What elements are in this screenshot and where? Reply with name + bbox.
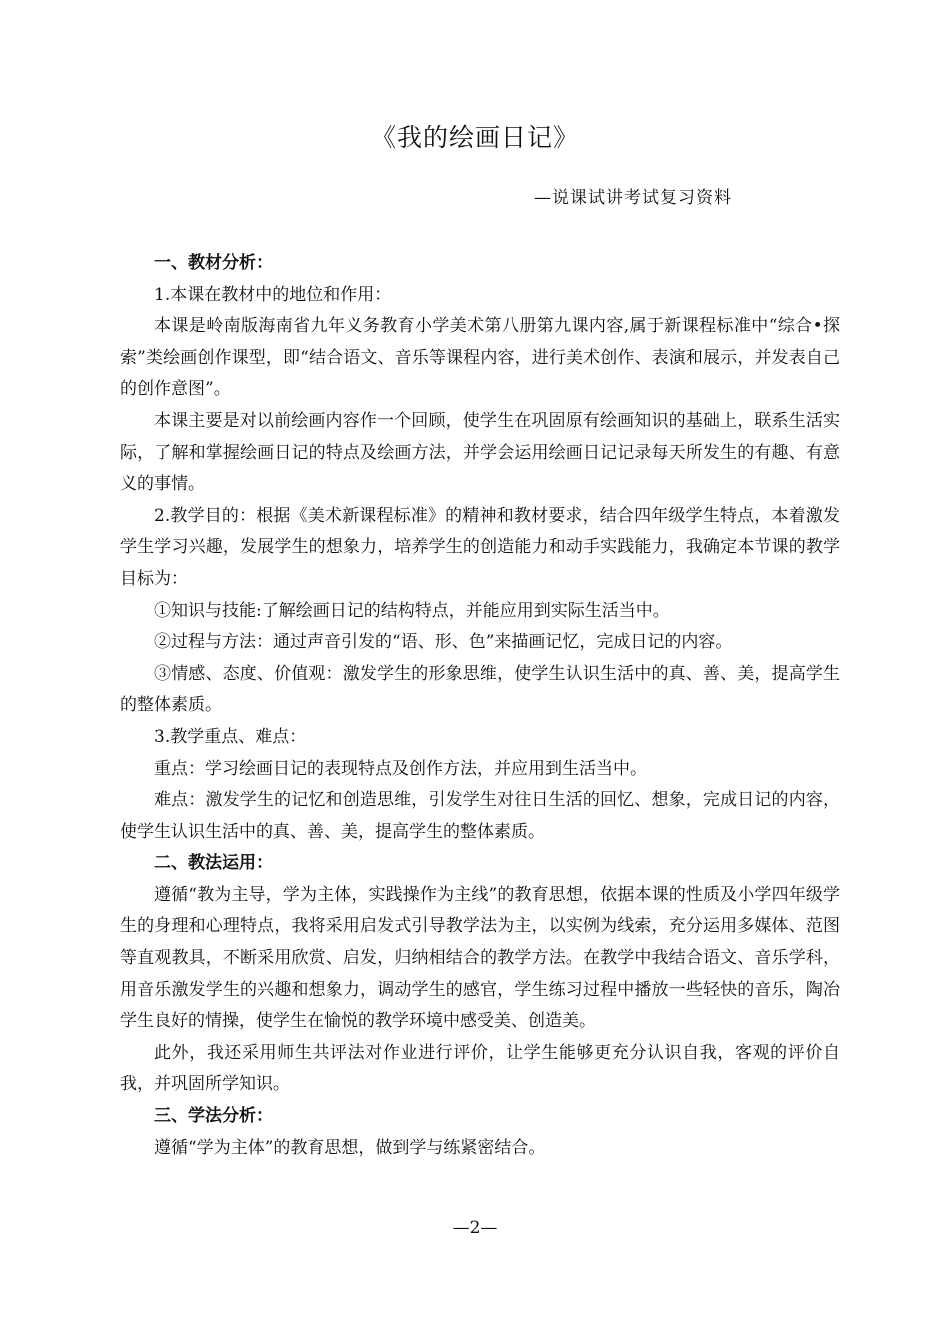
document-title: 《我的绘画日记》 <box>370 123 579 152</box>
paragraph: 遵循“教为主导，学为主体，实践操作为主线”的教育思想，依据本课的性质及小学四年级学生的身理和心理特点，我将采用启发式引导教学法为主，以实例为线索，充分运用多媒体、范图等直观教具，不断采用欣赏、启发，归纳相结合的教学方法。在教学中我结合语文、音乐学科，用音乐激发学生的兴趣和想象力，调动学生的感官，学生练习过程中播放一些轻快的音乐，陶冶学生良好的情操，使学生在愉悦的教学环境中感受美、创造美。 <box>120 884 840 1032</box>
paragraph: 此外，我还采用师生共评法对作业进行评价，让学生能够更充分认识自我，客观的评价自我，并巩固所学知识。 <box>120 1042 840 1095</box>
paragraph: 2.教学目的：根据《美术新课程标准》的精神和教材要求，结合四年级学生特点，本着激发学生学习兴趣，发展学生的想象力，培养学生的创造能力和动手实践能力，我确定本节课的教学目标为： <box>120 505 840 589</box>
document-body <box>120 248 840 1164</box>
section-heading: 三、学法分析： <box>154 1106 273 1127</box>
paragraph: 重点：学习绘画日记的表现特点及创作方法，并应用到生活当中。 <box>154 758 647 779</box>
paragraph: ①知识与技能:了解绘画日记的结构特点，并能应用到实际生活当中。 <box>154 600 670 621</box>
paragraph: 难点：激发学生的记忆和创造思维，引发学生对往日生活的回忆、想象，完成日记的内容，使学生认识生活中的真、善、美，提高学生的整体素质。 <box>120 790 840 842</box>
paragraph: 本课是岭南版海南省九年义务教育小学美术第八册第九课内容,属于新课程标准中“综合•探索”类绘画创作课型，即“结合语文、音乐等课程内容，进行美术创作、表演和展示，并发表自己的创作意图”。 <box>120 316 840 400</box>
document-subtitle: —说课试讲考试复习资料 <box>534 188 732 208</box>
paragraph: 遵循“学为主体”的教育思想，做到学与练紧密结合。 <box>154 1137 546 1158</box>
section-heading: 二、教法运用： <box>154 853 273 874</box>
paragraph: 本课主要是对以前绘画内容作一个回顾，使学生在巩固原有绘画知识的基础上，联系生活实际，了解和掌握绘画日记的特点及绘画方法，并学会运用绘画日记记录每天所发生的有趣、有意义的事情。 <box>120 410 840 495</box>
page-number: —2— <box>452 1218 498 1238</box>
paragraph: ③情感、态度、价值观：激发学生的形象思维，使学生认识生活中的真、善、美，提高学生的整体素质。 <box>120 663 840 716</box>
paragraph: 1.本课在教材中的地位和作用： <box>154 284 392 305</box>
paragraph: 3.教学重点、难点： <box>154 726 307 747</box>
section-heading: 一、教材分析： <box>154 253 273 273</box>
paragraph: ②过程与方法：通过声音引发的“语、形、色”来描画记忆，完成日记的内容。 <box>154 632 733 653</box>
